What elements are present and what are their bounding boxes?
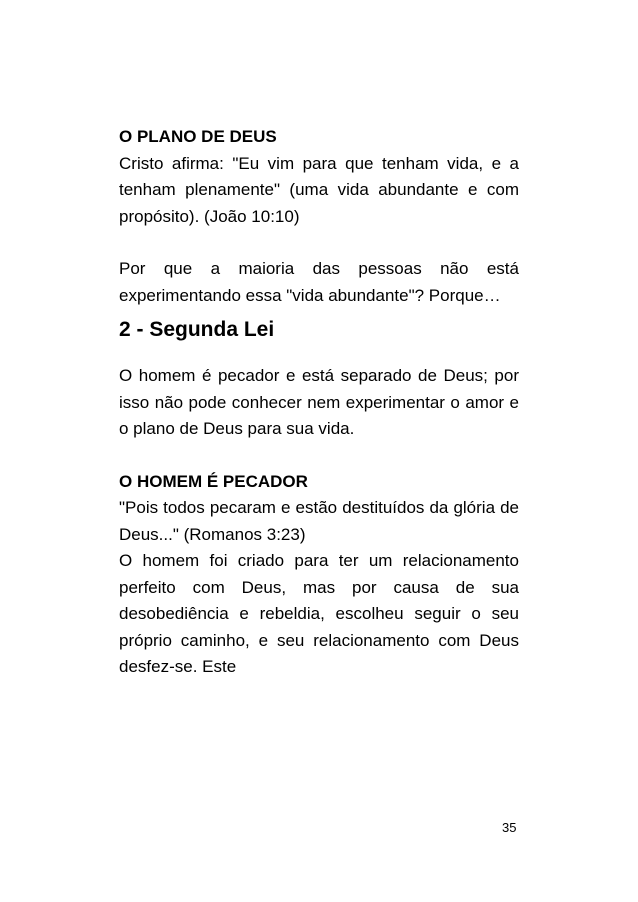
section-title-second-law: 2 - Segunda Lei	[119, 318, 275, 341]
paragraph-romans-quote: "Pois todos pecaram e estão destituídos da glória de Deus..." (Romanos 3:23)	[119, 498, 519, 544]
page-number: 35	[502, 820, 517, 835]
paragraph-gap	[119, 230, 519, 256]
paragraph-relationship: O homem foi criado para ter um relacionamento perfeito com Deus, mas por causa de sua desobediência e rebeldia, escolheu seguir o seu próprio caminho, e seu relacionamento com Deus desfez-se. Este	[119, 551, 519, 676]
paragraph-plan: Cristo afirma: "Eu vim para que tenham vida, e a tenham plenamente" (uma vida abundante e com propósito). (João 10:10)	[119, 153, 519, 226]
paragraph-gap	[119, 443, 519, 469]
page-content	[119, 124, 519, 681]
heading-plan-of-god: O PLANO DE DEUS	[119, 127, 277, 146]
heading-man-is-sinner: O HOMEM É PECADOR	[119, 471, 308, 491]
paragraph-question: Por que a maioria das pessoas não está experimentando essa "vida abundante"? Porque…	[119, 259, 519, 305]
paragraph-law: O homem é pecador e está separado de Deus; por isso não pode conhecer nem experimentar o amor e o plano de Deus para sua vida.	[119, 366, 519, 438]
